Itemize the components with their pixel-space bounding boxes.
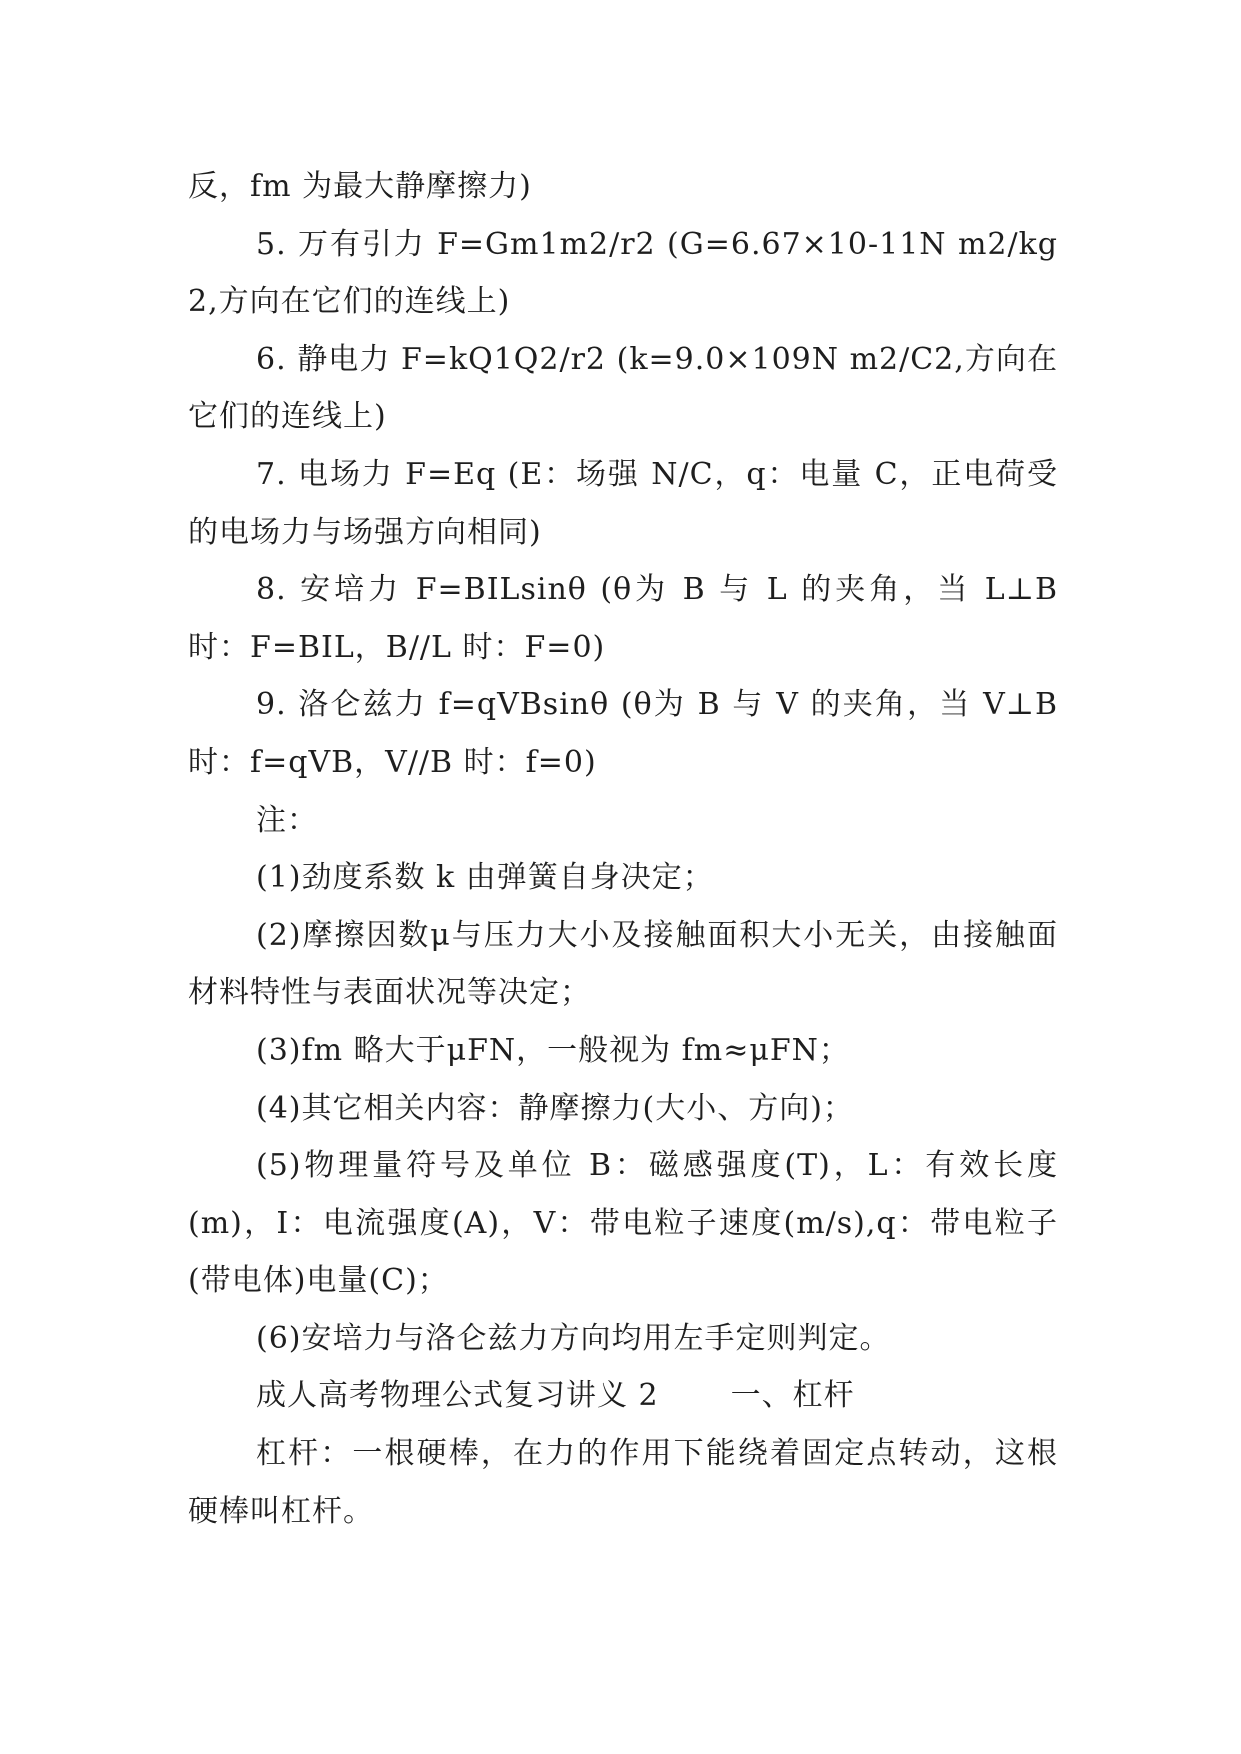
heading-line: [188, 1367, 1058, 1425]
paragraph-electric-field-force: 7. 电场力 F=Eq (E：场强 N/C，q：电量 C，正电荷受的电场力与场强方向相同): [188, 456, 1058, 550]
paragraph-note-5: (5)物理量符号及单位 B：磁感强度(T)，L：有效长度(m)，I：电流强度(A)，V：带电粒子速度(m/s),q：带电粒子(带电体)电量(C)；: [188, 1148, 1058, 1299]
paragraph-notes-heading: 注：: [256, 802, 318, 838]
paragraph-ampere-force: 8. 安培力 F=BILsinθ (θ为 B 与 L 的夹角，当 L⊥B 时：F=BIL，B//L 时：F=0): [188, 572, 1058, 665]
paragraph-note-6: (6)安培力与洛仑兹力方向均用左手定则判定。: [256, 1320, 891, 1356]
paragraph-static-friction-note: 反，fm 为最大静摩擦力): [188, 169, 532, 204]
paragraph-lever-definition: 杠杆：一根硬棒，在力的作用下能绕着固定点转动，这根硬棒叫杠杆。: [188, 1436, 1058, 1529]
paragraph-note-2: (2)摩擦因数μ与压力大小及接触面积大小无关，由接触面材料特性与表面状况等决定；: [188, 917, 1058, 1011]
section-title: 一、杠杆: [730, 1378, 855, 1414]
paragraph-lorentz-force: 9. 洛仑兹力 f=qVBsinθ (θ为 B 与 V 的夹角，当 V⊥B 时：f=qVB，V//B 时：f=0): [188, 687, 1058, 780]
paragraph-note-1: (1)劲度系数 k 由弹簧自身决定；: [256, 860, 714, 896]
paragraph-electrostatic-force: 6. 静电力 F=kQ1Q2/r2 (k=9.0×109N m2/C2,方向在它们的连线上): [188, 341, 1058, 435]
document-body: [188, 158, 1058, 1540]
lecture-title: 成人高考物理公式复习讲义 2: [256, 1378, 659, 1414]
paragraph-gravitation: 5. 万有引力 F=Gm1m2/r2 (G=6.67×10-11N m2/kg2,方向在它们的连线上): [188, 226, 1058, 320]
paragraph-note-4: (4)其它相关内容：静摩擦力(大小、方向)；: [256, 1090, 854, 1126]
paragraph-note-3: (3)fm 略大于μFN，一般视为 fm≈μFN；: [256, 1032, 850, 1068]
